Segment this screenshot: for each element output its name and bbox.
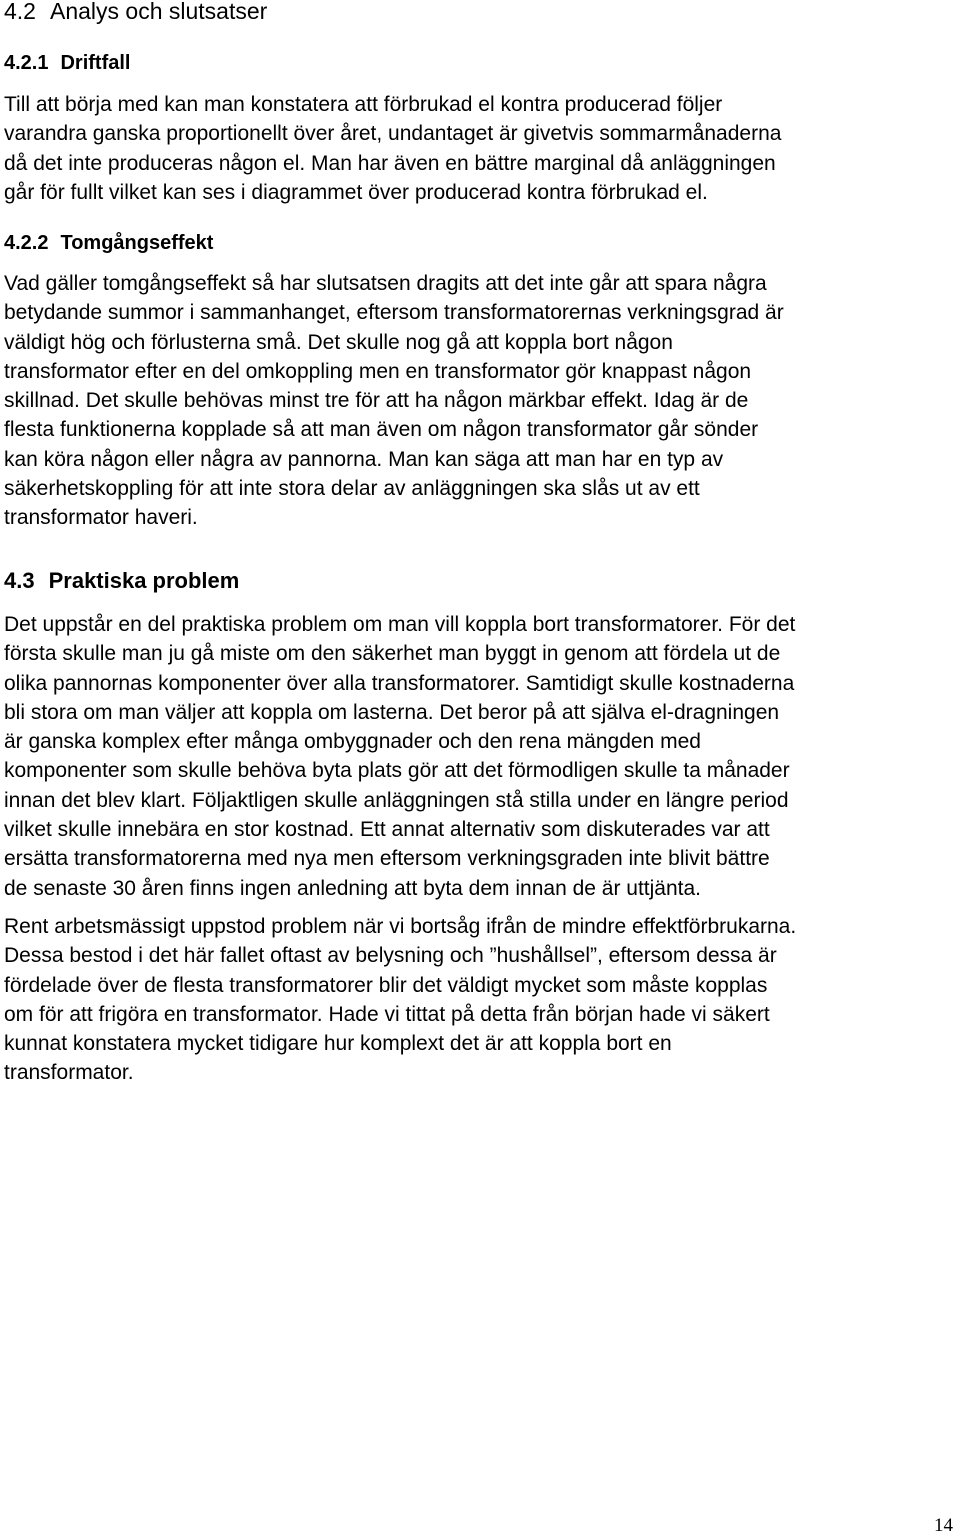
text-line: komponenter som skulle behöva byta plats gör att det förmodligen skulle ta månader (4, 759, 790, 783)
text-line: första skulle man ju gå miste om den säkerhet man byggt in genom att fördela ut de (4, 642, 781, 666)
heading-4-2 (4, 0, 267, 23)
text-line: transformator efter en del omkoppling men en transformator gör knappast någon (4, 359, 752, 383)
text-line: vilket skulle innebära en stor kostnad. Ett annat alternativ som diskuterades var att (4, 818, 770, 842)
text-line: Dessa bestod i det här fallet oftast av belysning och ”hushållsel”, eftersom dessa är (4, 944, 777, 968)
text-line: går för fullt vilket kan ses i diagrammet över producerad kontra förbrukad el. (4, 180, 708, 204)
text-line: betydande summor i sammanhanget, eftersom transformatorernas verkningsgrad är (4, 301, 784, 325)
page-number: 14 (934, 1515, 953, 1536)
heading-4-2-1 (4, 52, 130, 74)
heading-title: Praktiska problem (48, 568, 240, 593)
text-line: Vad gäller tomgångseffekt så har slutsatsen dragits att det inte går att spara några (4, 272, 767, 295)
text-line: väldigt hög och förlusterna små. Det skulle nog gå att koppla bort någon (4, 330, 673, 354)
text-line: bli stora om man väljer att koppla om lasterna. Det beror på att själva el-dragningen (4, 700, 780, 724)
text-line: Till att börja med kan man konstatera att förbrukad el kontra producerad följer (4, 93, 723, 116)
text-line: kunnat konstatera mycket tidigare hur komplext det är att koppla bort en (4, 1032, 672, 1056)
text-line: flesta funktionerna kopplade så att man även om någon transformator går sönder (4, 418, 759, 442)
heading-4-2-2 (4, 232, 213, 254)
text-line: skillnad. Det skulle behövas minst tre för att ha någon märkbar effekt. Idag är de (4, 389, 749, 413)
text-line: ersätta transformatorerna med nya men eftersom verkningsgraden inte blivit bättre (4, 847, 770, 871)
text-line: kan köra någon eller några av pannorna. Man kan säga att man har en typ av (4, 447, 724, 471)
paragraph-praktiska-problem-1 (4, 610, 950, 903)
text-line: varandra ganska proportionellt över året, undantaget är givetvis sommarmånaderna (4, 122, 782, 146)
text-line: då det inte produceras någon el. Man har även en bättre marginal då anläggningen (4, 151, 776, 175)
text-line: Det uppstår en del praktiska problem om man vill koppla bort transformatorer. För det (4, 613, 796, 636)
heading-4-3 (4, 569, 239, 593)
text-line: fördelade över de flesta transformatorer blir det väldigt mycket som måste kopplas (4, 973, 768, 997)
paragraph-driftfall (4, 90, 950, 207)
heading-number: 4.2 (4, 0, 36, 24)
heading-title: Analys och slutsatser (49, 0, 268, 24)
heading-number: 4.3 (4, 568, 35, 593)
paragraph-praktiska-problem-2 (4, 912, 950, 1088)
paragraph-tomgangseffekt (4, 269, 950, 533)
heading-title: Tomgångseffekt (60, 232, 214, 254)
text-line: de senaste 30 åren finns ingen anledning att byta dem innan de är uttjänta. (4, 876, 701, 900)
text-line: är ganska komplex efter många ombyggnader och den rena mängden med (4, 730, 701, 754)
heading-title: Driftfall (60, 52, 131, 74)
text-line: transformator. (4, 1061, 134, 1085)
text-line: säkerhetskoppling för att inte stora delar av anläggningen ska slås ut av ett (4, 477, 700, 501)
text-line: innan det blev klart. Följaktligen skulle anläggningen stå stilla under en längre period (4, 788, 789, 812)
heading-number: 4.2.2 (4, 232, 49, 254)
text-line: transformator haveri. (4, 506, 198, 530)
heading-number: 4.2.1 (4, 52, 49, 74)
text-line: om för att frigöra en transformator. Hade vi tittat på detta från början hade vi säkert (4, 1002, 770, 1026)
text-line: Rent arbetsmässigt uppstod problem när vi bortsåg ifrån de mindre effektförbrukarna. (4, 915, 797, 938)
text-line: olika pannornas komponenter över alla transformatorer. Samtidigt skulle kostnaderna (4, 671, 795, 695)
